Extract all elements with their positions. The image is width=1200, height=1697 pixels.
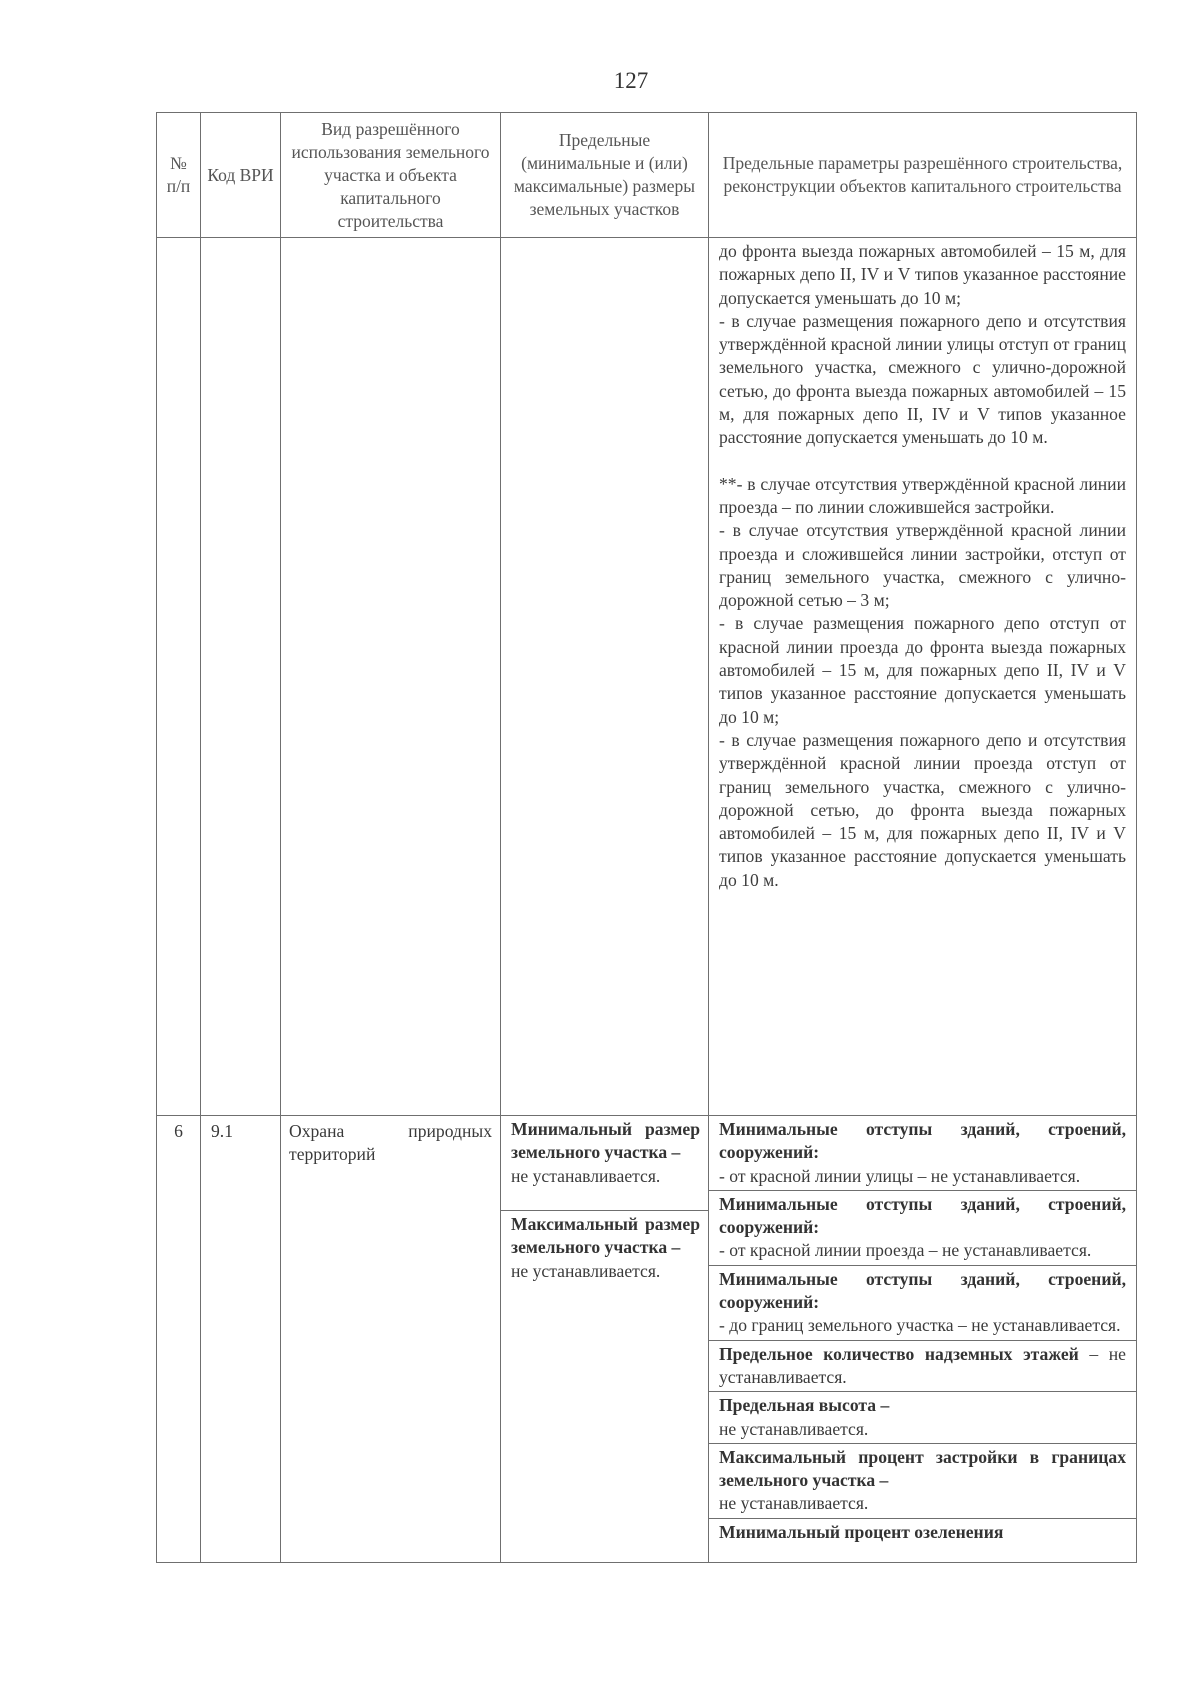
cont-name-cell [281,238,501,1116]
header-code: Код ВРИ [201,113,281,238]
param-title: Максимальный процент застройки в границах земельного участка – [719,1446,1126,1491]
param-block-height [709,1392,1136,1444]
param-block-greening [709,1519,1136,1546]
param-text: - от красной линии улицы – не устанавливается. [719,1165,1081,1186]
zoning-table [156,112,1137,1563]
paragraph-gap [719,450,1126,473]
row6-sizes [501,1116,709,1563]
min-size-value: не устанавливается. [511,1165,661,1186]
row6-number: 6 [157,1116,201,1563]
max-size-value: не устанавливается. [511,1260,661,1281]
min-size-title: Минимальный размер земельного участка – [511,1119,700,1163]
cont-size-cell [501,238,709,1116]
cont-para-4: - в случае отсутствия утверждённой красной линии проезда и сложившейся линии застройки, отступ от границ земельного участка, смежного с улично-дорожной сетью – 3 м; [719,520,1126,611]
param-block-setback-street [709,1116,1136,1191]
param-text: – не устанавливается. [719,1343,1126,1387]
param-title: Минимальные отступы зданий, строений, сооружений: [719,1268,1126,1313]
param-block-coverage [709,1444,1136,1519]
header-construction-params: Предельные параметры разрешённого строительства, реконструкции объектов капитального строительства [709,113,1137,238]
param-block-setback-boundary [709,1266,1136,1341]
cont-para-5: - в случае размещения пожарного депо отступ от красной линии проезда до фронта выезда пожарных автомобилей – 15 м, для пожарных депо II, IV и V типов указанное расстояние допускается уменьшать до 10 м; [719,613,1126,727]
header-use-type: Вид разрешённого использования земельного участка и объекта капитального строительства [281,113,501,238]
param-block-floors [709,1341,1136,1393]
param-title: Минимальные отступы зданий, строений, сооружений: [719,1119,1126,1163]
min-size-block [501,1116,708,1211]
continuation-row [157,238,1137,1116]
cont-para-1: до фронта выезда пожарных автомобилей – 15 м, для пожарных депо II, IV и V типов указанное расстояние допускается уменьшать до 10 м; [719,241,1126,308]
param-block-setback-passage [709,1191,1136,1266]
row6-code: 9.1 [201,1116,281,1563]
cont-params-cell [709,238,1137,1116]
cont-number-cell [157,238,201,1116]
param-title: Минимальные отступы зданий, строений, сооружений: [719,1193,1126,1238]
param-title: Предельная высота – [719,1395,890,1416]
header-row [157,113,1137,238]
table-row-6 [157,1116,1137,1563]
row6-name: Охрана природных территорий [281,1116,501,1563]
param-text: - от красной линии проезда – не устанавливается. [719,1240,1092,1261]
param-title: Минимальный процент озеленения [719,1521,1004,1542]
param-text: - до границ земельного участка – не устанавливается. [719,1315,1121,1336]
max-size-title: Максимальный размер земельного участка – [511,1214,700,1258]
row6-params [709,1116,1137,1563]
page-number: 127 [613,68,649,93]
cont-para-2: - в случае размещения пожарного депо и отсутствия утверждённой красной линии улицы отступ от границ земельного участка, смежного с улично-дорожной сетью, до фронта выезда пожарных автомобилей – 15 м, для пожарных депо II, IV и V типов указанное расстояние допускается уменьшать до 10 м. [719,310,1126,448]
max-size-block [501,1211,708,1287]
header-number: № п/п [157,113,201,238]
param-title: Предельное количество надземных этажей [719,1343,1079,1364]
cont-code-cell [201,238,281,1116]
param-text: не устанавливается. [719,1493,869,1514]
cont-para-6: - в случае размещения пожарного депо и отсутствия утверждённой красной линии проезда отступ от границ земельного участка, смежного с улично-дорожной сетью, до фронта выезда пожарных автомобилей – 15 м, для пожарных депо II, IV и V типов указанное расстояние допускается уменьшать до 10 м. [719,729,1126,890]
header-plot-sizes: Предельные (минимальные и (или) максимальные) размеры земельных участков [501,113,709,238]
cont-para-3: **- в случае отсутствия утверждённой красной линии проезда – по линии сложившейся застройки. [719,473,1126,517]
param-text: не устанавливается. [719,1418,869,1439]
